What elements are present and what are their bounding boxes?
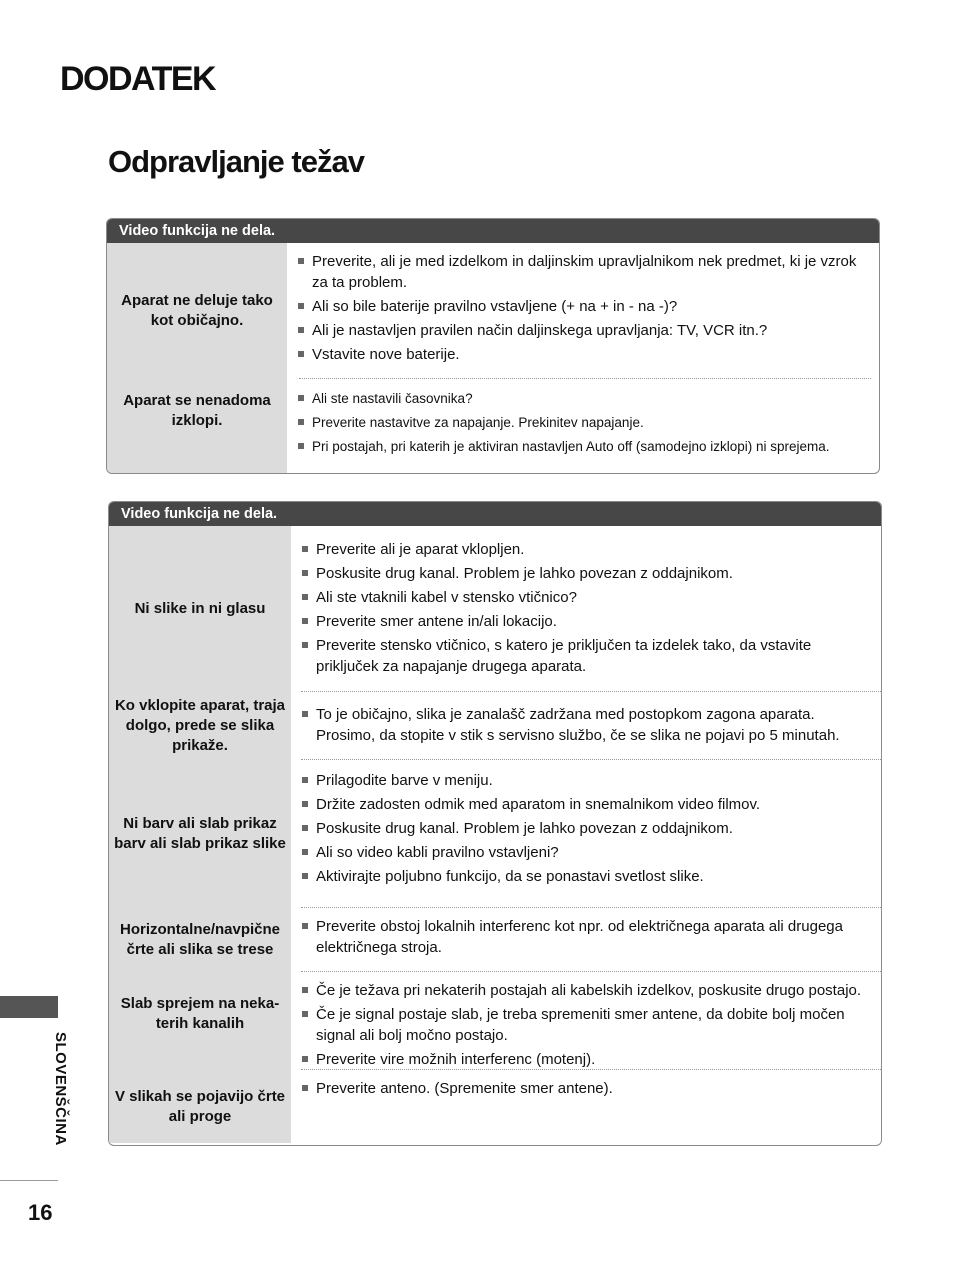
list-item: Preverite obstoj lokalnih interferenc kot npr. od električnega aparata ali drugega električnega stroja.	[301, 916, 865, 958]
table-row	[109, 1070, 881, 1143]
symptom-label: V slikah se pojavijo črte ali proge	[109, 1070, 291, 1143]
table-row	[109, 692, 881, 760]
remedy-list	[287, 243, 879, 379]
table-header: Video funkcija ne dela.	[107, 219, 879, 243]
table-row	[109, 908, 881, 972]
troubleshooting-table-1	[106, 218, 880, 474]
list-item: Če je težava pri nekaterih postajah ali kabelskih izdelkov, poskusite drugo postajo.	[301, 980, 865, 1001]
list-item: Pri postajah, pri katerih je aktiviran nastavljen Auto off (samodejno izklopi) ni sprejema.	[297, 436, 863, 457]
list-item: Ali ste vtaknili kabel v stensko vtičnico?	[301, 587, 865, 608]
table-row	[109, 760, 881, 908]
table-row	[109, 526, 881, 692]
remedy-list	[291, 908, 881, 972]
symptom-label: Horizontalne/navpične črte ali slika se trese	[109, 908, 291, 972]
remedy-list	[291, 526, 881, 692]
list-item: Preverite vire možnih interferenc (motenj).	[301, 1049, 865, 1070]
divider	[0, 1180, 58, 1181]
symptom-label: Slab sprejem na neka-terih kanalih	[109, 972, 291, 1070]
list-item: Poskusite drug kanal. Problem je lahko povezan z oddajnikom.	[301, 818, 865, 839]
list-item: Preverite anteno. (Spremenite smer antene).	[301, 1078, 865, 1099]
list-item: To je običajno, slika je zanalašč zadržana med postopkom zagona aparata. Prosimo, da stopite v stik s servisno službo, če se slika ne pojavi po 5 minutah.	[301, 704, 865, 746]
remedy-list	[291, 1070, 881, 1143]
symptom-label: Ni barv ali slab prikaz barv ali slab prikaz slike	[109, 760, 291, 908]
list-item: Če je signal postaje slab, je treba spremeniti smer antene, da dobite bolj močen signal ali bolj močno postajo.	[301, 1004, 865, 1046]
list-item: Ali so bile baterije pravilno vstavljene (+ na + in - na -)?	[297, 296, 863, 317]
page-title: Odpravljanje težav	[108, 144, 364, 179]
list-item: Preverite ali je aparat vklopljen.	[301, 539, 865, 560]
table-header: Video funkcija ne dela.	[109, 502, 881, 526]
list-item: Aktivirajte poljubno funkcijo, da se ponastavi svetlost slike.	[301, 866, 865, 887]
list-item: Držite zadosten odmik med aparatom in snemalnikom video filmov.	[301, 794, 865, 815]
remedy-list	[291, 972, 881, 1070]
language-tab-marker	[0, 996, 58, 1018]
list-item: Vstavite nove baterije.	[297, 344, 863, 365]
list-item: Preverite nastavitve za napajanje. Prekinitev napajanje.	[297, 412, 863, 433]
list-item: Ali so video kabli pravilno vstavljeni?	[301, 842, 865, 863]
list-item: Ali je nastavljen pravilen način daljinskega upravljanja: TV, VCR itn.?	[297, 320, 863, 341]
symptom-label: Aparat ne deluje tako kot običajno.	[107, 243, 287, 379]
table-row	[107, 243, 879, 379]
list-item: Ali ste nastavili časovnika?	[297, 388, 863, 409]
symptom-label: Aparat se nenadoma izklopi.	[107, 379, 287, 473]
remedy-list	[291, 760, 881, 908]
list-item: Prilagodite barve v meniju.	[301, 770, 865, 791]
table-row	[107, 379, 879, 473]
remedy-list	[287, 379, 879, 473]
troubleshooting-table-2	[108, 501, 882, 1146]
language-label: SLOVENŠČINA	[52, 1032, 69, 1146]
remedy-list	[291, 692, 881, 760]
list-item: Preverite, ali je med izdelkom in daljinskim upravljalnikom nek predmet, ki je vzrok za ta problem.	[297, 251, 863, 293]
section-title: DODATEK	[60, 60, 216, 98]
list-item: Preverite stensko vtičnico, s katero je priključen ta izdelek tako, da vstavite priključek za napajanje drugega aparata.	[301, 635, 865, 677]
list-item: Preverite smer antene in/ali lokacijo.	[301, 611, 865, 632]
table-row	[109, 972, 881, 1070]
page-number: 16	[28, 1200, 53, 1225]
list-item: Poskusite drug kanal. Problem je lahko povezan z oddajnikom.	[301, 563, 865, 584]
symptom-label: Ni slike in ni glasu	[109, 526, 291, 692]
symptom-label: Ko vklopite aparat, traja dolgo, prede se slika prikaže.	[109, 692, 291, 760]
